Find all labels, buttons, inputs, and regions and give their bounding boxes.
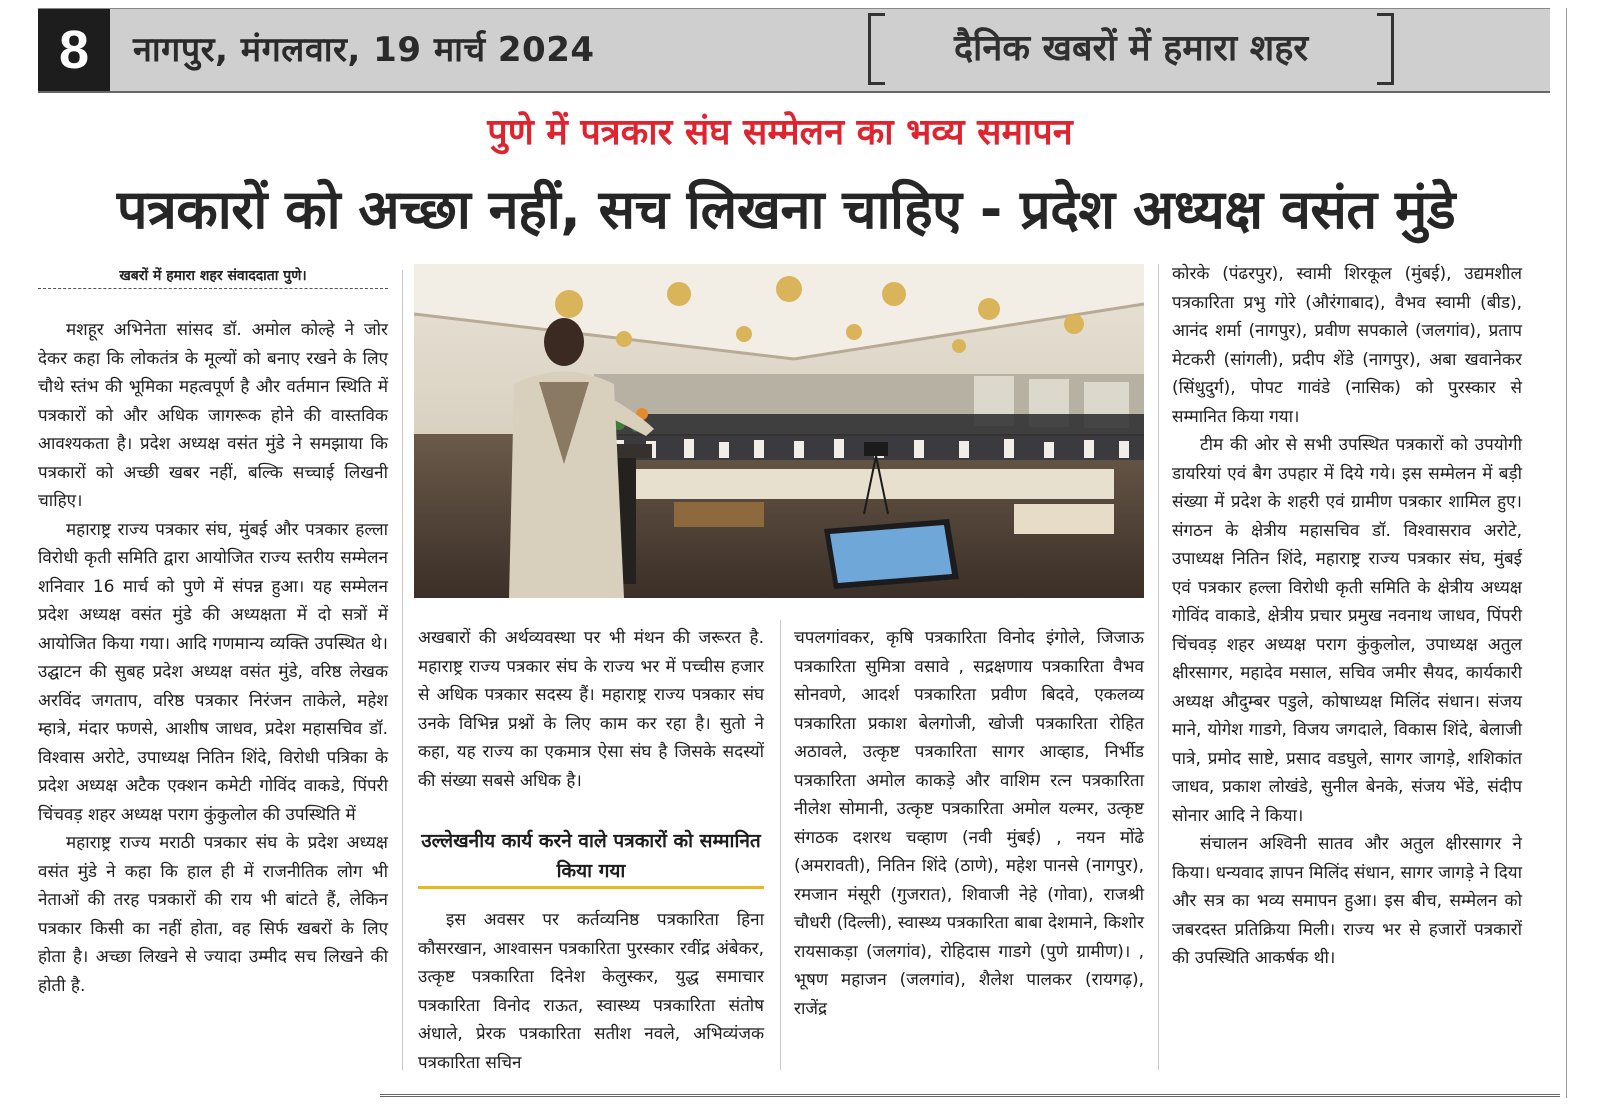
column-divider [1158, 264, 1159, 1070]
kicker-headline: पुणे में पत्रकार संघ सम्मेलन का भव्य समापन [487, 112, 1073, 153]
event-photo [414, 264, 1144, 598]
brand-title: दैनिक खबरों में हमारा शहर [953, 28, 1309, 69]
main-headline: पत्रकारों को अच्छा नहीं, सच लिखना चाहिए - प्रदेश अध्यक्ष वसंत मुंडे [116, 178, 1456, 241]
column-1-paragraph: महाराष्ट्र राज्य मराठी पत्रकार संघ के प्रदेश अध्यक्ष वसंत मुंडे ने कहा कि हाल ही में राजनीतिक लोग भी नेताओं की तरह पत्रकारों की राय भी बांटते हैं, लेकिन पत्रकार किसी का नहीं होता, वह सिर्फ खबरों के लिए होता है। अच्छा लिखने से ज्यादा उम्मीद सच लिखने की होती है. [38, 833, 388, 996]
column-3-paragraph: चपलगांवकर, कृषि पत्रकारिता विनोद इंगोले, जिजाऊ पत्रकारिता सुमित्रा वसावे , सद्रक्षणाय पत्रकारिता वैभव सोनवणे, आदर्श पत्रकारिता प्रवीण बिदवे, एकलव्य पत्रकारिता प्रकाश बेलगोजी, खोजी पत्रकारिता रोहित अठावले, उत्कृष्ट पत्रकारिता सागर आव्हाड, निर्भीड पत्रकारिता अमोल काकड़े और वाशिम रत्न पत्रकारिता नीलेश सोमानी, उत्कृष्ट पत्रकारिता अमोल यल्मर, उत्कृष्ट संगठक दशरथ चव्हाण (नवी मुंबई) , नयन मोंढे (अमरावती), नितिन शिंदे (ठाणे), महेश पानसे (नागपुर), रमजान मंसूरी (गुजरात), शिवाजी नेहे (गोवा), राजश्री चौधरी (दिल्ली), स्वास्थ्य पत्रकारिता बाबा देशमाने, किशोर रायसाकड़ा (जलगांव), रोहिदास गाडगे (पुणे ग्रामीण)। , भूषण महाजन (जलगांव), शैलेश पालकर (रायगढ़), राजेंद्र [794, 628, 1144, 1019]
column-4-paragraph: संचालन अश्विनी सातव और अतुल क्षीरसागर ने किया। धन्यवाद ज्ञापन मिलिंद संधान, सागर जागड़े ने दिया और सत्र का भव्य समापन हुआ। इस बीच, सम्मेलन को जबरदस्त प्रतिक्रिया मिली। राज्य भर से हजारों पत्रकारों की उपस्थिति आकर्षक थी। [1172, 834, 1522, 968]
conference-hall-illustration [414, 264, 1144, 598]
column-4-paragraph: टीम की ओर से सभी उपस्थित पत्रकारों को उपयोगी डायरियां एवं बैग उपहार में दिये गये। इस सम्मेलन में बड़ी संख्या में प्रदेश के शहरी एवं ग्रामीण पत्रकार शामिल हुए। संगठन के क्षेत्रीय महासचिव डॉ. विश्वासराव अरोटे, उपाध्यक्ष नितिन शिंदे, महाराष्ट्र राज्य पत्रकार संघ, मुंबई एवं पत्रकार हल्ला विरोधी कृती समिति के क्षेत्रीय अध्यक्ष गोविंद वाकाडे, क्षेत्रीय प्रचार प्रमुख नवनाथ जाधव, पिंपरी चिंचवड़ शहर अध्यक्ष पराग कुंकुलोल, उपाध्यक्ष अतुल क्षीरसागर, महादेव मसाल, सचिव जमीर सैयद, कार्यकारी अध्यक्ष औदुम्बर पडुले, कोषाध्यक्ष मिलिंद संधान। संजय माने, योगेश गाडगे, विजय जगदाले, विकास शिंदे, बेलाजी पात्रे, प्रमोद साष्टे, प्रसाद वडघुले, सागर जागड़े, शशिकांत जाधव, प्रकाश लोखंडे, सुनील बेनके, संजय भेंडे, संदीप सोनार आदि ने किया। [1172, 435, 1522, 826]
column-2-paragraph: इस अवसर पर कर्तव्यनिष्ठ पत्रकारिता हिना कौसरखान, आश्वासन पत्रकारिता पुरस्कार रवींद्र अंबेकर, उत्कृष्ट पत्रकारिता दिनेश केलुस्कर, युद्ध समाचार पत्रकारिता विनोद राऊत, स्वास्थ्य पत्रकारिता संतोष अंधाले, प्रेरक पत्रकारिता सतीश नवले, अभिव्यंजक पत्रकारिता सचिन [418, 910, 764, 1073]
column-divider [402, 270, 403, 1070]
byline: खबरों में हमारा शहर संवाददाता पुणे। [119, 268, 307, 284]
bottom-rule [380, 1094, 1560, 1097]
column-3 [794, 624, 1144, 1023]
dateline: नागपुर, मंगलवार, 19 मार्च 2024 [133, 30, 595, 70]
column-4-paragraph: कोरके (पंढरपुर), स्वामी शिरकूल (मुंबई), उद्यमशील पत्रकारिता प्रभु गोरे (औरंगाबाद), वैभव स्वामी (बीड), आनंद शर्मा (नागपुर), प्रवीण सपकाले (जलगांव), प्रताप मेटकरी (सांगली), प्रदीप शेंडे (नागपुर), अबा खवानेकर (सिंधुदुर्ग), पोपट गावंडे (नासिक) को पुरस्कार से सम्मानित किया गया। [1172, 264, 1522, 427]
column-1-paragraph: महाराष्ट्र राज्य पत्रकार संघ, मुंबई और पत्रकार हल्ला विरोधी कृती समिति द्वारा आयोजित राज्य स्तरीय सम्मेलन शनिवार 16 मार्च को पुणे में संपन्न हुआ। यह सम्मेलन प्रदेश अध्यक्ष वसंत मुंडे की अध्यक्षता में दो सत्रों में आयोजित किया गया। आदि गणमान्य व्यक्ति उपस्थित थे। उद्घाटन की सुबह प्रदेश अध्यक्ष वसंत मुंडे, वरिष्ठ लेखक अरविंद जगताप, वरिष्ठ पत्रकार निरंजन ताकेले, महेश म्हात्रे, मंदार फणसे, आशीष जाधव, प्रदेश महासचिव डॉ. विश्वास अरोटे, उपाध्यक्ष नितिन शिंदे, विरोधी पत्रिका के प्रदेश अध्यक्ष अटैक एक्शन कमेटी गोविंद वाकडे, पिंपरी चिंचवड़ शहर अध्यक्ष पराग कुंकुलोल की उपस्थिति में [38, 519, 388, 825]
page-edge-rule [1566, 8, 1567, 1098]
column-2-lower [418, 906, 764, 1077]
byline-divider [38, 288, 388, 289]
masthead [38, 8, 1550, 93]
page-number: 8 [38, 9, 110, 91]
column-1 [38, 316, 388, 1000]
section-subheading: उल्लेखनीय कार्य करने वाले पत्रकारों को सम्मानित किया गया [421, 830, 761, 882]
column-4 [1172, 260, 1522, 973]
column-1-paragraph: मशहूर अभिनेता सांसद डॉ. अमोल कोल्हे ने जोर देकर कहा कि लोकतंत्र के मूल्यों को बनाए रखने के लिए चौथे स्तंभ की भूमिका महत्वपूर्ण है और वर्तमान स्थिति में पत्रकारों को और अधिक जागरूक होने की वास्तविक आवश्यकता है। प्रदेश अध्यक्ष वसंत मुंडे ने समझाया कि पत्रकारों को अच्छी खबर नहीं, बल्कि सच्चाई लिखनी चाहिए। [38, 320, 388, 511]
column-divider [780, 620, 781, 1070]
brand-box [868, 13, 1394, 85]
column-2 [418, 624, 764, 795]
subheading-underline [418, 886, 764, 889]
column-2-paragraph: अखबारों की अर्थव्यवस्था पर भी मंथन की जरूरत है. महाराष्ट्र राज्य पत्रकार संघ के राज्य भर में पच्चीस हजार से अधिक पत्रकार सदस्य हैं। महाराष्ट्र राज्य पत्रकार संघ उनके विभिन्न प्रश्नों के लिए काम कर रहा है। सुतो ने कहा, यह राज्य का एकमात्र ऐसा संघ है जिसके सदस्यों की संख्या सबसे अधिक है। [418, 628, 764, 791]
